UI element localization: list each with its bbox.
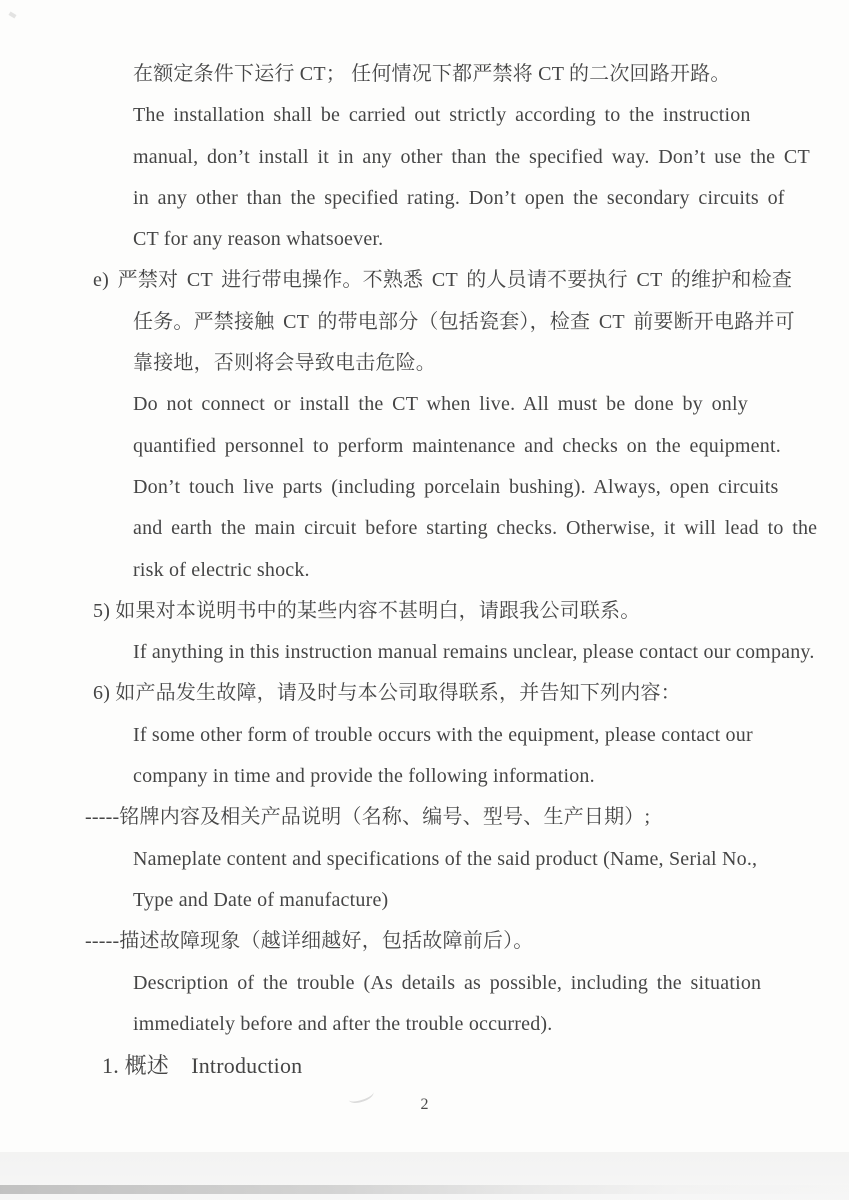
text-line: Description of the trouble (As details as possible, including the situation	[133, 971, 762, 994]
paragraph	[93, 384, 818, 590]
text-line: risk of electric shock.	[133, 558, 310, 581]
text-line: e) 严禁对 CT 进行带电操作。不熟悉 CT 的人员请不要执行 CT 的维护和检查	[93, 269, 793, 292]
text-line: 5) 如果对本说明书中的某些内容不甚明白，请跟我公司联系。	[93, 599, 641, 622]
paragraph	[85, 797, 793, 838]
paragraph	[93, 54, 793, 95]
text-line: Don’t touch live parts (including porcelain bushing). Always, open circuits	[133, 475, 779, 498]
text-line: immediately before and after the trouble occurred).	[133, 1012, 553, 1035]
text-line: -----描述故障现象（越详细越好，包括故障前后）。	[85, 930, 534, 953]
paragraph	[93, 839, 793, 922]
text-line: 任务。严禁接触 CT 的带电部分（包括瓷套），检查 CT 前要断开电路并可	[133, 310, 795, 333]
text-line: -----铭牌内容及相关产品说明（名称、编号、型号、生产日期）;	[85, 806, 651, 829]
text-line: 靠接地，否则将会导致电击危险。	[133, 352, 436, 375]
text-line: and earth the main circuit before starting checks. Otherwise, it will lead to the	[133, 517, 818, 540]
text-line: company in time and provide the following information.	[133, 765, 595, 788]
text-line: 6) 如产品发生故障，请及时与本公司取得联系，并告知下列内容：	[93, 682, 681, 705]
paragraph	[93, 591, 793, 632]
paragraph	[93, 1045, 793, 1086]
document-body	[85, 54, 818, 1086]
text-line: Nameplate content and specifications of the said product (Name, Serial No.,	[133, 847, 758, 870]
text-line: 1. 概述 Introduction	[102, 1053, 303, 1079]
paragraph	[93, 963, 793, 1046]
paragraph	[93, 632, 815, 673]
text-line: quantified personnel to perform maintenance and checks on the equipment.	[133, 434, 781, 457]
page-number: 2	[420, 1096, 429, 1113]
text-line: manual, don’t install it in any other than the specified way. Don’t use the CT	[133, 145, 810, 168]
text-line: in any other than the specified rating. Don’t open the secondary circuits of	[133, 186, 785, 209]
paragraph	[93, 673, 793, 714]
text-line: The installation shall be carried out strictly according to the instruction	[133, 104, 751, 127]
paragraph	[85, 921, 793, 962]
paragraph	[93, 95, 810, 260]
text-line: CT for any reason whatsoever.	[133, 228, 384, 251]
text-line: If anything in this instruction manual remains unclear, please contact our company.	[133, 641, 815, 664]
text-line: Do not connect or install the CT when live. All must be done by only	[133, 393, 748, 416]
scan-shadow-bottom	[0, 1185, 849, 1194]
text-line: If some other form of trouble occurs with the equipment, please contact our	[133, 723, 753, 746]
scan-speck	[8, 11, 16, 18]
text-line: 在额定条件下运行 CT； 任何情况下都严禁将 CT 的二次回路开路。	[133, 63, 731, 85]
paragraph	[93, 260, 793, 384]
text-line: Type and Date of manufacture)	[133, 888, 389, 911]
paragraph	[93, 715, 793, 798]
